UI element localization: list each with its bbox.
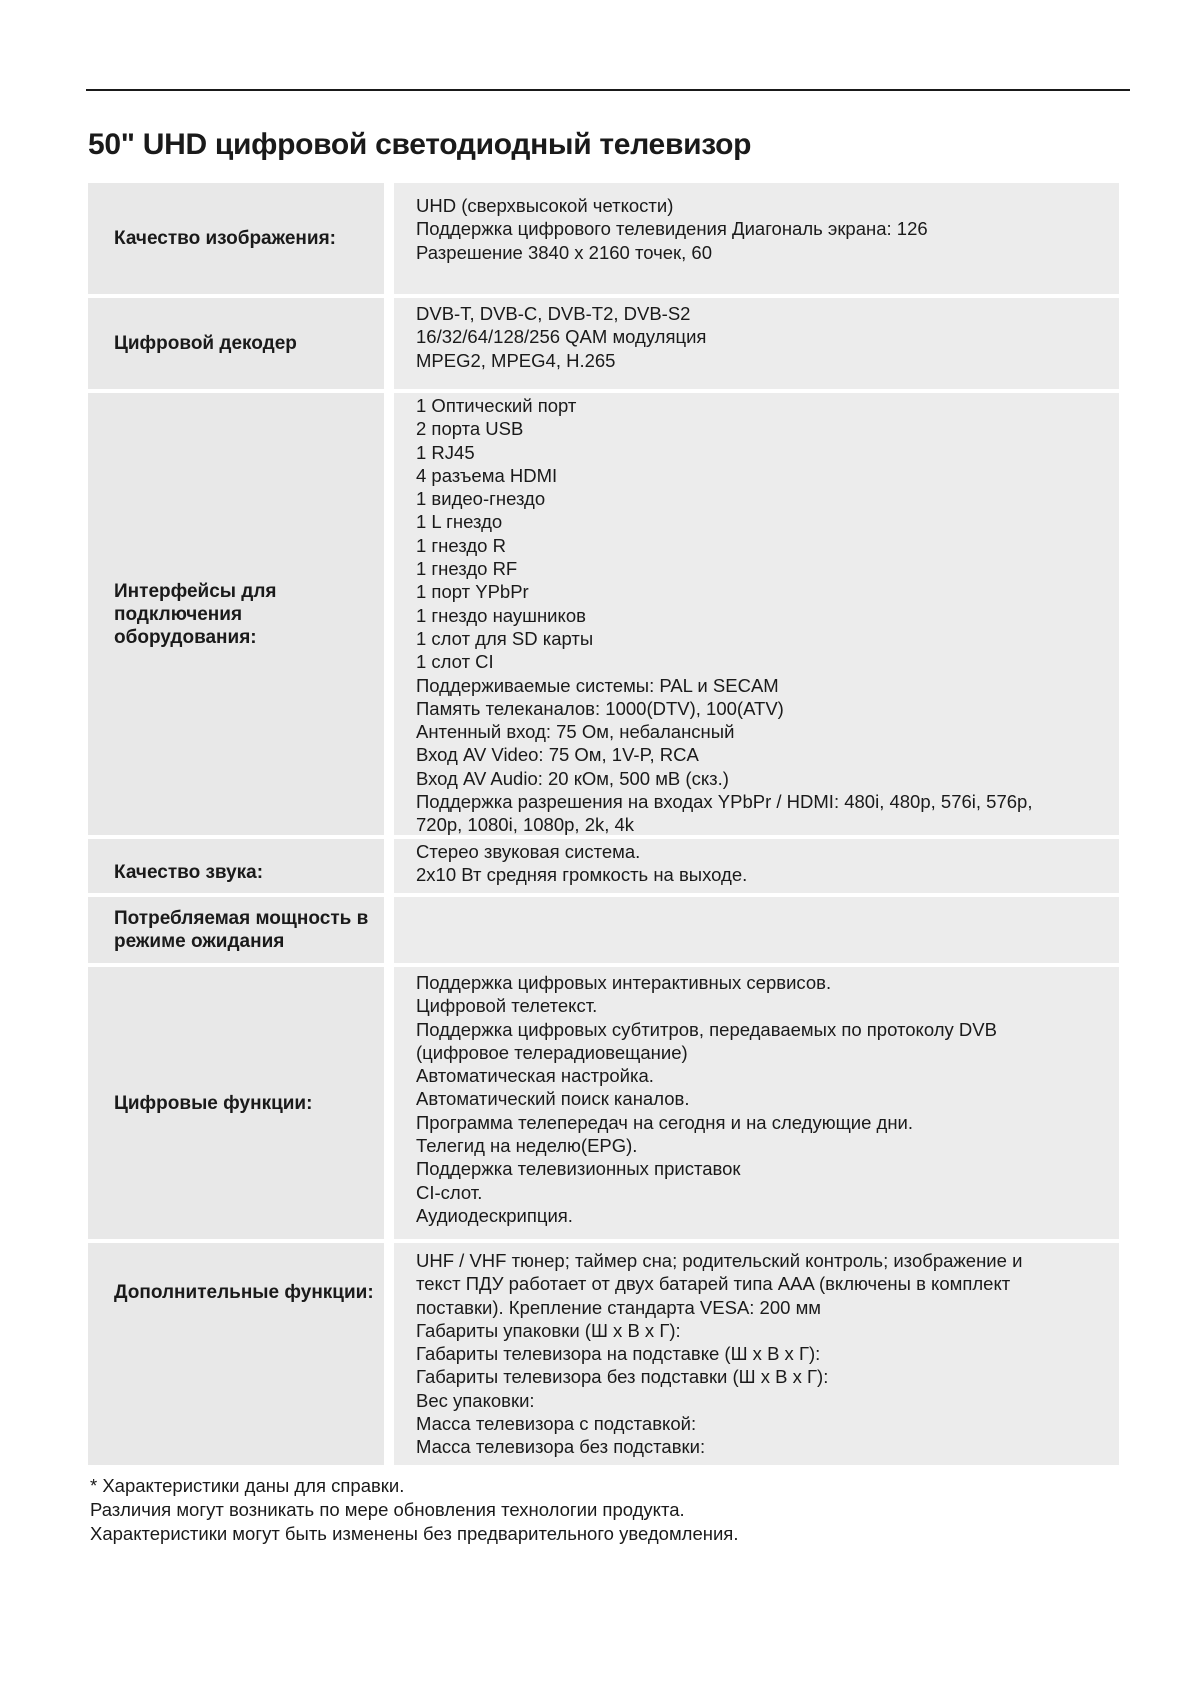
spec-value-line: поставки). Крепление стандарта VESA: 200 мм [416,1296,822,1318]
spec-value-cell [394,183,1119,294]
footnote-line: * Характеристики даны для справки. [90,1475,405,1496]
spec-value-line: Автоматическая настройка. [416,1065,654,1087]
spec-value-line: Поддержка цифрового телевидения Диагональ экрана: 126 [416,218,928,240]
spec-value-line: Поддержка телевизионных приставок [416,1158,741,1180]
spec-value-line: 1 Оптический порт [416,395,577,416]
spec-label-cell [88,183,384,294]
spec-value-line: 1 RJ45 [416,441,475,463]
spec-value-line: Разрешение 3840 х 2160 точек, 60 [416,241,712,263]
spec-value-line: Телегид на неделю(EPG). [416,1135,638,1157]
spec-value-line: (цифровое телерадиовещание) [416,1041,688,1063]
spec-value-line: DVB-T, DVB-C, DVB-T2, DVB-S2 [416,303,691,324]
spec-value-line: 1 видео-гнездо [416,488,546,510]
spec-label-cell [88,1243,384,1465]
spec-label: Цифровой декодер [114,333,297,354]
spec-value-line: Поддержка цифровых субтитров, передаваемых по протоколу DVB [416,1018,997,1040]
spec-label-cell [88,839,384,893]
spec-value-line: Цифровой телетекст. [416,995,598,1017]
top-divider [86,89,1130,91]
spec-row-interfaces [88,393,1119,835]
spec-row-extra-functions [88,1243,1119,1465]
spec-value-line: Поддерживаемые системы: PAL и SECAM [416,674,779,696]
spec-value-cell [394,967,1119,1239]
spec-value-line: Поддержка цифровых интерактивных сервисов. [416,972,832,993]
spec-label: Потребляемая мощность в режиме ожидания [114,908,369,952]
spec-value-line: Программа телепередач на сегодня и на следующие дни. [416,1111,914,1133]
spec-value-cell [394,298,1119,389]
spec-value-cell [394,1243,1119,1465]
spec-value-line: Поддержка разрешения на входах YPbPr / HDMI: 480i, 480p, 576i, 576p, [416,791,1033,813]
spec-value-line: текст ПДУ работает от двух батарей типа AAA (включены в комплект [416,1273,1011,1295]
spec-value-line: Аудиодескрипция. [416,1204,573,1226]
spec-label: Дополнительные функции: [114,1282,374,1303]
spec-label: Интерфейсы для подключения оборудования: [114,580,277,648]
spec-value-line: 1 слот для SD карты [416,627,594,649]
spec-label-cell [88,967,384,1239]
spec-label: Качество звука: [114,862,264,883]
spec-row-standby-power [88,897,1119,963]
spec-value-line: 2x10 Вт средняя громкость на выходе. [416,864,748,886]
spec-value-line: Габариты телевизора на подставке (Ш х В х Г): [416,1343,821,1365]
spec-value-line: CI-слот. [416,1181,483,1203]
spec-value-cell [394,393,1119,835]
spec-value-line: UHD (сверхвысокой четкости) [416,195,674,216]
spec-row-digital-functions [88,967,1119,1239]
spec-value-line: Габариты телевизора без подставки (Ш х В х Г): [416,1366,829,1388]
spec-value-line: Стерео звуковая система. [416,841,641,862]
spec-label: Цифровые функции: [114,1092,313,1114]
spec-label-cell [88,897,384,963]
spec-value-line: UHF / VHF тюнер; таймер сна; родительский контроль; изображение и [416,1250,1023,1271]
spec-value-line: Антенный вход: 75 Ом, небалансный [416,721,735,743]
spec-value-line: 1 L гнездо [416,511,503,533]
spec-value-line: 1 слот CI [416,651,494,673]
spec-value-line: Автоматический поиск каналов. [416,1088,690,1110]
spec-value-line: 1 гнездо наушников [416,604,586,626]
spec-value-cell [394,839,1119,893]
spec-value-line: 2 порта USB [416,418,524,440]
spec-row-picture [88,183,1119,294]
spec-value-line: Вход AV Video: 75 Ом, 1V-P, RCA [416,744,699,766]
spec-value-line: Габариты упаковки (Ш х В х Г): [416,1319,681,1341]
spec-label: Качество изображения: [114,228,336,249]
spec-value-line: 720p, 1080i, 1080p, 2k, 4k [416,814,635,836]
footnote-line: Характеристики могут быть изменены без предварительного уведомления. [90,1523,739,1544]
spec-row-decoder [88,298,1119,389]
spec-value-line: Вход AV Audio: 20 кОм, 500 мВ (скз.) [416,767,729,789]
footnote-line: Различия могут возникать по мере обновления технологии продукта. [90,1499,685,1520]
spec-row-sound [88,839,1119,893]
spec-value-cell [394,897,1119,963]
spec-value-line: 1 гнездо R [416,534,506,556]
spec-label-cell [88,298,384,389]
spec-label-cell [88,393,384,835]
page-title: 50" UHD цифровой светодиодный телевизор [88,128,752,161]
spec-table [88,183,1119,1469]
spec-value-line: 1 гнездо RF [416,558,518,580]
spec-value-line: 1 порт YPbPr [416,581,529,603]
spec-value-line: 4 разъема HDMI [416,464,558,486]
footnotes [90,1474,738,1546]
spec-value-line: Вес упаковки: [416,1389,535,1411]
spec-value-line: MPEG2, MPEG4, H.265 [416,349,616,371]
spec-value-line: Масса телевизора с подставкой: [416,1413,697,1435]
spec-value-line: Масса телевизора без подставки: [416,1436,706,1458]
spec-value-line: Память телеканалов: 1000(DTV), 100(ATV) [416,697,784,719]
spec-value-line: 16/32/64/128/256 QAM модуляция [416,326,707,348]
